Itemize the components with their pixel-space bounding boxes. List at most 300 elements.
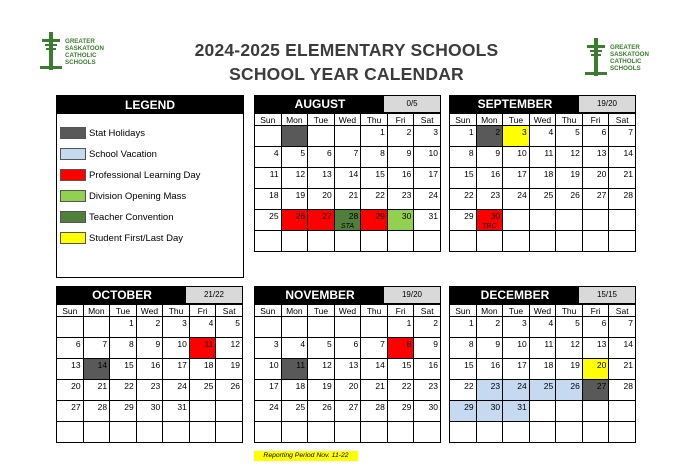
day-cell	[361, 168, 388, 189]
day-cell	[136, 380, 163, 401]
day-number: 25	[295, 402, 306, 412]
legend-swatch	[60, 232, 86, 244]
day-cell	[609, 380, 636, 401]
day-cell	[450, 147, 477, 168]
day-cell	[255, 210, 282, 231]
day-number: 31	[177, 402, 187, 412]
day-number: 12	[295, 169, 306, 179]
empty-cell	[503, 231, 530, 252]
legend-swatch	[60, 148, 86, 160]
day-number: 2	[495, 318, 501, 328]
legend-swatch	[60, 211, 86, 223]
day-number: 14	[348, 169, 359, 179]
legend-title: LEGEND	[57, 96, 243, 114]
empty-cell	[609, 231, 636, 252]
day-cell	[163, 401, 190, 422]
day-number: 9	[495, 339, 501, 349]
empty-cell	[582, 401, 609, 422]
logo-text: GREATER SASKATOON CATHOLIC SCHOOLS	[610, 44, 649, 72]
weekday-header: Sun	[57, 305, 84, 317]
day-cell	[163, 317, 190, 338]
week-row	[450, 317, 636, 338]
day-cell	[334, 380, 361, 401]
empty-cell	[361, 422, 388, 443]
week-row	[450, 210, 636, 231]
month-october	[56, 286, 243, 443]
day-number: 29	[375, 211, 385, 221]
page-title: 2024-2025 ELEMENTARY SCHOOLS	[194, 40, 499, 60]
day-cell	[361, 147, 388, 168]
empty-cell	[387, 422, 414, 443]
legend-item	[60, 232, 183, 244]
day-number: 4	[548, 318, 554, 328]
empty-cell	[83, 317, 110, 338]
day-cell	[255, 359, 282, 380]
school-days-count: 21/22	[186, 287, 242, 303]
day-number: 24	[517, 190, 527, 200]
day-cell	[110, 359, 137, 380]
day-cell	[308, 338, 335, 359]
day-cell	[582, 189, 609, 210]
day-number: 17	[517, 169, 527, 179]
day-cell	[476, 147, 503, 168]
day-number: 19	[230, 360, 240, 370]
reporting-period-note: Reporting Period Nov. 11-22	[254, 451, 358, 461]
month-december	[449, 286, 636, 443]
day-cell	[110, 338, 137, 359]
month-grid	[449, 113, 636, 252]
day-cell	[387, 189, 414, 210]
day-number: 28	[623, 381, 633, 391]
day-number: 22	[401, 381, 412, 391]
day-cell	[529, 380, 556, 401]
day-number: 28	[375, 402, 385, 412]
empty-cell	[529, 210, 556, 231]
week-row	[450, 168, 636, 189]
month-name: DECEMBER	[480, 288, 550, 302]
day-cell	[361, 338, 388, 359]
day-number: 6	[601, 127, 607, 137]
day-cell	[476, 359, 503, 380]
empty-cell	[450, 231, 477, 252]
day-number: 16	[150, 360, 161, 370]
day-cell	[556, 317, 583, 338]
empty-cell	[503, 422, 530, 443]
day-cell	[503, 380, 530, 401]
month-name: NOVEMBER	[285, 288, 355, 302]
day-cell	[281, 401, 308, 422]
day-number: 5	[235, 318, 240, 328]
empty-cell	[556, 210, 583, 231]
day-number: 23	[490, 381, 501, 391]
day-number: 24	[269, 402, 279, 412]
day-number: 20	[322, 190, 332, 200]
empty-cell	[503, 210, 530, 231]
day-cell	[414, 168, 441, 189]
day-cell	[556, 168, 583, 189]
legend-label: Student First/Last Day	[89, 232, 183, 244]
day-cell	[216, 317, 243, 338]
month-grid	[254, 304, 441, 443]
day-cell	[414, 126, 441, 147]
day-cell	[163, 359, 190, 380]
legend-item	[60, 148, 157, 160]
day-cell	[387, 168, 414, 189]
week-row	[255, 210, 441, 231]
weekday-header: Sun	[450, 114, 477, 126]
day-number: 26	[230, 381, 240, 391]
day-number: 9	[495, 148, 501, 158]
day-number: 28	[97, 402, 108, 412]
day-number: 1	[468, 318, 474, 328]
day-cell	[83, 338, 110, 359]
day-number: 21	[375, 381, 385, 391]
day-number: 7	[628, 318, 633, 328]
empty-cell	[556, 401, 583, 422]
empty-cell	[83, 422, 110, 443]
day-cell	[255, 189, 282, 210]
day-cell	[414, 317, 441, 338]
day-cell	[529, 359, 556, 380]
day-cell	[387, 380, 414, 401]
day-number: 5	[575, 318, 580, 328]
day-cell	[163, 338, 190, 359]
legend-label: School Vacation	[89, 148, 157, 160]
day-cell	[609, 126, 636, 147]
day-number: 2	[495, 127, 501, 137]
week-row	[57, 380, 243, 401]
day-number: 28	[348, 211, 359, 221]
day-cell	[387, 126, 414, 147]
week-row	[450, 126, 636, 147]
month-header	[449, 95, 636, 113]
day-number: 29	[464, 402, 474, 412]
school-days-count: 0/5	[384, 96, 440, 112]
day-cell	[529, 338, 556, 359]
empty-cell	[163, 422, 190, 443]
day-cell	[450, 317, 477, 338]
day-number: 29	[401, 402, 412, 412]
weekday-header: Sat	[216, 305, 243, 317]
page-subtitle: SCHOOL YEAR CALENDAR	[229, 64, 464, 84]
day-number: 30	[490, 211, 501, 221]
day-number: 8	[128, 339, 134, 349]
day-cell	[110, 380, 137, 401]
day-number: 17	[177, 360, 187, 370]
day-number: 17	[428, 169, 438, 179]
weekday-header: Fri	[582, 305, 609, 317]
day-number: 15	[464, 360, 474, 370]
weekday-header: Thu	[361, 114, 388, 126]
day-number: 8	[380, 148, 385, 158]
empty-cell	[216, 401, 243, 422]
empty-cell	[529, 422, 556, 443]
weekday-header: Fri	[387, 305, 414, 317]
weekday-header: Wed	[334, 114, 361, 126]
day-number: 23	[150, 381, 161, 391]
day-number: 15	[401, 360, 412, 370]
weekday-header: Fri	[387, 114, 414, 126]
day-number: 27	[71, 402, 81, 412]
day-number: 24	[517, 381, 527, 391]
day-cell	[334, 210, 361, 231]
day-cell	[334, 338, 361, 359]
week-row	[450, 380, 636, 401]
day-cell	[609, 338, 636, 359]
day-cell	[503, 338, 530, 359]
day-number: 20	[596, 360, 607, 370]
empty-cell	[334, 126, 361, 147]
day-number: 8	[468, 148, 474, 158]
legend-label: Division Opening Mass	[89, 190, 187, 202]
day-cell	[582, 317, 609, 338]
weekday-header: Mon	[281, 305, 308, 317]
day-number: 16	[401, 169, 412, 179]
day-cell	[189, 338, 216, 359]
day-cell	[83, 359, 110, 380]
day-number: 19	[570, 169, 580, 179]
day-cell	[110, 317, 137, 338]
day-number: 1	[406, 318, 412, 328]
month-september	[449, 95, 636, 252]
empty-cell	[529, 231, 556, 252]
day-number: 5	[300, 148, 306, 158]
day-number: 3	[521, 127, 527, 137]
day-number: 7	[628, 127, 633, 137]
weekday-header: Sat	[609, 114, 636, 126]
weekday-header: Sat	[414, 305, 441, 317]
weekday-header: Fri	[582, 114, 609, 126]
week-row	[255, 338, 441, 359]
empty-cell	[582, 422, 609, 443]
day-number: 6	[353, 339, 359, 349]
day-cell	[476, 126, 503, 147]
weekday-header: Wed	[334, 305, 361, 317]
day-cell	[308, 168, 335, 189]
day-cell	[476, 317, 503, 338]
week-row	[450, 422, 636, 443]
day-number: 3	[273, 339, 279, 349]
weekday-header: Sat	[609, 305, 636, 317]
day-number: 13	[71, 360, 81, 370]
day-number: 22	[375, 190, 385, 200]
day-cell	[281, 210, 308, 231]
week-row	[450, 338, 636, 359]
day-cell	[83, 401, 110, 422]
day-cell	[556, 380, 583, 401]
day-cell	[556, 189, 583, 210]
day-number: 28	[623, 190, 633, 200]
day-cell	[450, 359, 477, 380]
day-number: 10	[517, 339, 527, 349]
legend-label: Professional Learning Day	[89, 169, 201, 181]
day-cell	[255, 168, 282, 189]
day-number: 23	[490, 190, 501, 200]
weekday-header: Thu	[556, 114, 583, 126]
day-number: 27	[322, 211, 332, 221]
day-cell	[281, 168, 308, 189]
day-cell	[414, 338, 441, 359]
legend-item	[60, 127, 145, 139]
day-cell	[476, 168, 503, 189]
legend-item	[60, 169, 200, 181]
day-number: 27	[348, 402, 359, 412]
school-days-count: 19/20	[384, 287, 440, 303]
week-row	[255, 380, 441, 401]
day-number: 18	[295, 381, 306, 391]
week-row	[57, 317, 243, 338]
day-number: 3	[433, 127, 438, 137]
week-row	[255, 231, 441, 252]
empty-cell	[556, 231, 583, 252]
day-cell	[450, 168, 477, 189]
empty-cell	[281, 317, 308, 338]
day-number: 26	[570, 381, 580, 391]
day-cell	[136, 359, 163, 380]
day-cell	[255, 401, 282, 422]
day-cell	[255, 147, 282, 168]
day-number: 25	[543, 381, 554, 391]
day-number: 16	[428, 360, 438, 370]
day-number: 27	[596, 190, 607, 200]
empty-cell	[255, 231, 282, 252]
empty-cell	[110, 422, 137, 443]
day-cell	[414, 359, 441, 380]
day-cell	[361, 401, 388, 422]
day-number: 29	[464, 211, 474, 221]
month-header	[254, 286, 441, 304]
day-cell	[189, 380, 216, 401]
legend-panel	[56, 95, 244, 278]
day-number: 17	[269, 381, 279, 391]
day-number: 10	[517, 148, 527, 158]
weekday-header: Tue	[503, 114, 530, 126]
day-cell	[414, 189, 441, 210]
day-number: 23	[428, 381, 438, 391]
empty-cell	[308, 317, 335, 338]
day-number: 1	[468, 127, 474, 137]
day-number: 8	[406, 339, 412, 349]
day-cell	[334, 189, 361, 210]
day-number: 29	[124, 402, 134, 412]
day-number: 4	[548, 127, 554, 137]
week-row	[255, 422, 441, 443]
day-number: 15	[464, 169, 474, 179]
day-number: 30	[428, 402, 438, 412]
day-number: 9	[406, 148, 412, 158]
empty-cell	[136, 422, 163, 443]
day-number: 23	[401, 190, 412, 200]
day-number: 22	[124, 381, 134, 391]
day-cell	[582, 359, 609, 380]
day-number: 13	[322, 169, 332, 179]
day-cell	[281, 359, 308, 380]
day-cell	[189, 359, 216, 380]
day-cell	[503, 189, 530, 210]
day-cell	[582, 126, 609, 147]
empty-cell	[609, 422, 636, 443]
empty-cell	[281, 126, 308, 147]
day-number: 26	[295, 211, 306, 221]
day-number: 2	[433, 318, 438, 328]
day-cell	[387, 359, 414, 380]
day-cell	[582, 147, 609, 168]
empty-cell	[582, 210, 609, 231]
weekday-header: Tue	[308, 305, 335, 317]
weekday-header: Mon	[476, 114, 503, 126]
day-cell	[450, 210, 477, 231]
legend-label: Teacher Convention	[89, 211, 174, 223]
day-cell	[476, 210, 503, 231]
day-cell	[476, 338, 503, 359]
day-cell	[281, 189, 308, 210]
day-number: 12	[570, 148, 580, 158]
day-number: 20	[596, 169, 607, 179]
empty-cell	[308, 126, 335, 147]
day-number: 10	[428, 148, 438, 158]
day-cell	[308, 359, 335, 380]
month-name: AUGUST	[294, 97, 346, 111]
empty-cell	[308, 422, 335, 443]
day-cell	[414, 401, 441, 422]
week-row	[57, 401, 243, 422]
day-cell	[281, 147, 308, 168]
week-row	[450, 359, 636, 380]
day-number: 24	[428, 190, 438, 200]
school-days-count: 19/20	[579, 96, 635, 112]
day-cell	[503, 401, 530, 422]
day-cell	[163, 380, 190, 401]
day-cell	[255, 380, 282, 401]
day-cell	[334, 168, 361, 189]
day-cell	[216, 338, 243, 359]
weekday-header: Sun	[450, 305, 477, 317]
day-number: 24	[177, 381, 187, 391]
day-number: 3	[521, 318, 527, 328]
day-cell	[609, 189, 636, 210]
empty-cell	[255, 126, 282, 147]
month-grid	[56, 304, 243, 443]
day-cell	[414, 380, 441, 401]
day-cell	[57, 380, 84, 401]
week-row	[57, 338, 243, 359]
day-number: 12	[322, 360, 332, 370]
day-number: 4	[208, 318, 214, 328]
day-number: 1	[128, 318, 134, 328]
day-cell	[450, 401, 477, 422]
day-number: 4	[300, 339, 306, 349]
day-cell	[582, 380, 609, 401]
day-number: 5	[326, 339, 332, 349]
week-row	[450, 147, 636, 168]
day-number: 25	[269, 211, 279, 221]
day-cell	[556, 147, 583, 168]
day-number: 14	[375, 360, 385, 370]
day-cell	[387, 338, 414, 359]
day-number: 10	[177, 339, 187, 349]
month-header	[56, 286, 243, 304]
weekday-header: Tue	[110, 305, 137, 317]
day-number: 30	[490, 402, 501, 412]
empty-cell	[476, 231, 503, 252]
empty-cell	[450, 422, 477, 443]
week-row	[255, 168, 441, 189]
week-row	[255, 401, 441, 422]
weekday-header: Fri	[189, 305, 216, 317]
day-cell	[57, 401, 84, 422]
week-row	[57, 422, 243, 443]
day-cell	[476, 189, 503, 210]
